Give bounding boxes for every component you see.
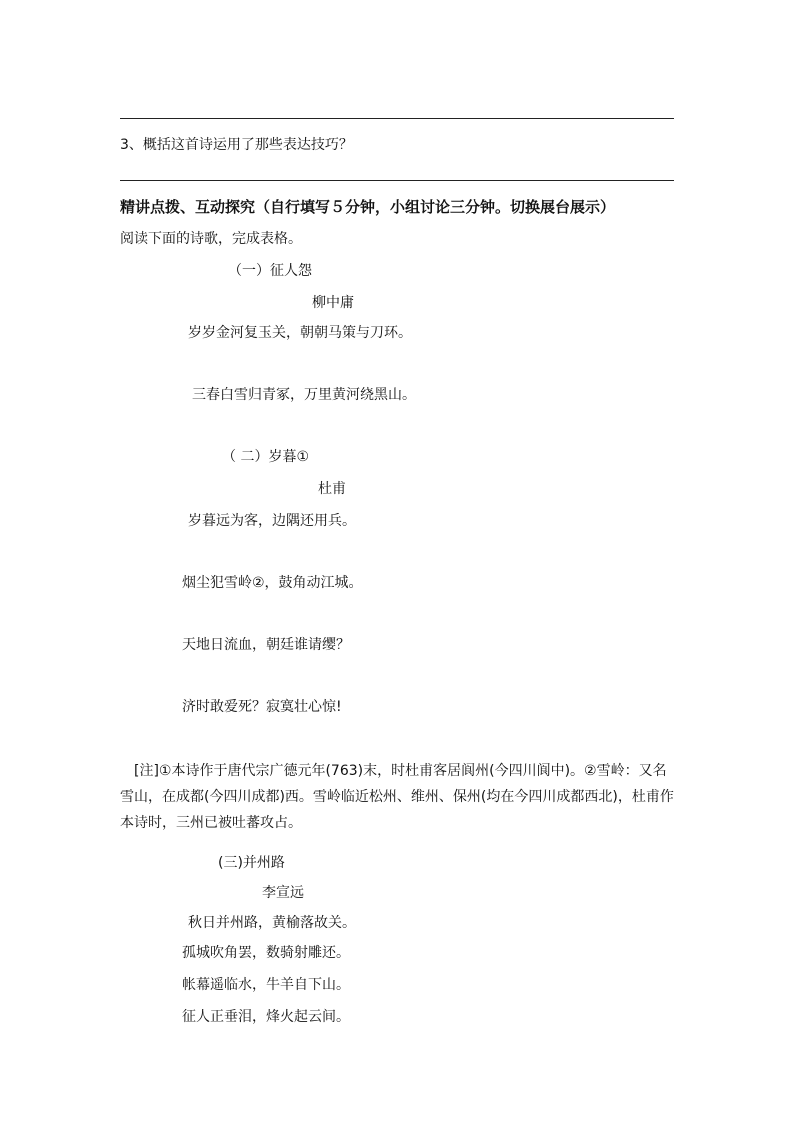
poem2-line: 天地日流血，朝廷谁请缨？ [182, 637, 350, 653]
poem3-line: 帐幕遥临水，牛羊自下山。 [182, 977, 350, 993]
poem1-title: （一）征人怨 [228, 263, 312, 279]
question-3: 3、概括这首诗运用了那些表达技巧？ [120, 137, 353, 153]
poem2-author: 杜甫 [318, 481, 346, 497]
poem3-author: 李宣远 [262, 885, 304, 901]
poem2-line: 岁暮远为客，边隅还用兵。 [188, 513, 356, 529]
poem1-line: 岁岁金河复玉关，朝朝马策与刀环。 [188, 325, 412, 341]
answer-line-bottom [120, 180, 674, 181]
poem3-line: 孤城吹角罢，数骑射雕还。 [182, 945, 350, 961]
poem2-title: （ 二）岁暮① [222, 449, 310, 465]
annotation-note: [注]①本诗作于唐代宗广德元年(763)末，时杜甫客居阆州(今四川阆中)。②雪岭：又名雪山，在成都(今四川成都)西。雪岭临近松州、维州、保州(均在今四川成都西北)，杜甫作本诗时，三州已被吐蕃攻占。 [120, 763, 674, 831]
poem3-line: 征人正垂泪，烽火起云间。 [182, 1009, 350, 1025]
poem2-line: 烟尘犯雪岭②，鼓角动江城。 [182, 575, 363, 591]
answer-line-top [120, 118, 674, 119]
section-heading: 精讲点拨、互动探究（自行填写５分钟，小组讨论三分钟。切换展台展示） [120, 198, 616, 216]
instruction: 阅读下面的诗歌，完成表格。 [120, 231, 302, 247]
poem1-author: 柳中庸 [312, 295, 354, 311]
poem1-line: 三春白雪归青冢，万里黄河绕黑山。 [192, 387, 416, 403]
poem2-line: 济时敢爱死？寂寞壮心惊! [182, 699, 342, 715]
poem3-line: 秋日并州路，黄榆落故关。 [188, 915, 356, 931]
poem3-title: (三)并州路 [218, 855, 285, 871]
